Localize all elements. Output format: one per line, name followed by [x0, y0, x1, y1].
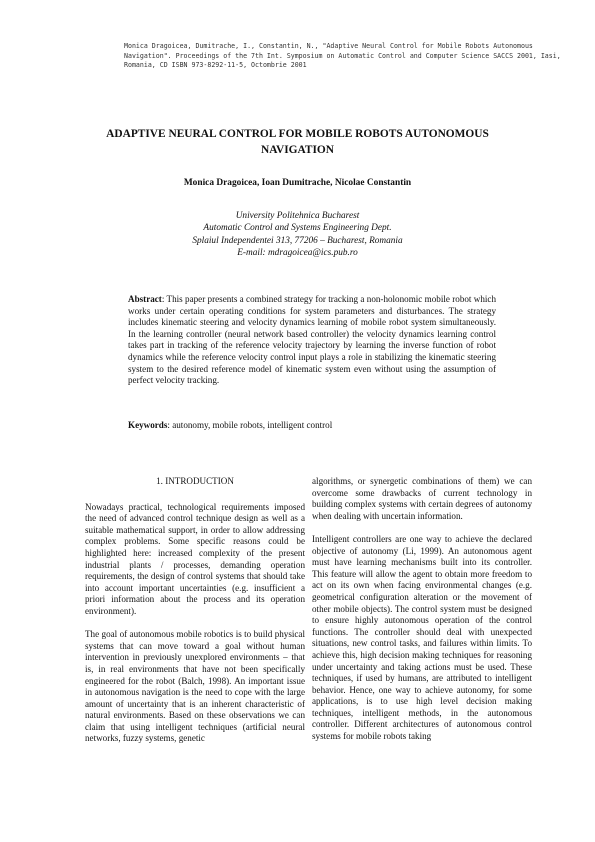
abstract — [128, 294, 496, 387]
abstract-label: Abstract — [128, 294, 162, 304]
paragraph: algorithms, or synergetic combinations of them) we can overcome some drawbacks of current technology in building complex systems with certain degrees of autonomy when dealing with uncertain information. — [312, 476, 532, 521]
affiliation-address: Splaiul Independentei 313, 77206 – Bucharest, Romania — [192, 235, 403, 246]
affiliation-university: University Politehnica Bucharest — [235, 211, 360, 221]
citation-header: Monica Dragoicea, Dumitrache, I., Constantin, N., "Adaptive Neural Control for Mobile Robots Autonomous Navigation". Proceedings of the 7th Int. Symposium on Automatic Control and Computer Science SACCS 2001, Iasi, Romania, CD ISBN 973-8292-11-5, Octombrie 2001 — [124, 42, 561, 70]
keywords — [128, 420, 496, 432]
affiliation-department: Automatic Control and Systems Engineering Dept. — [203, 223, 392, 234]
paper-title: ADAPTIVE NEURAL CONTROL FOR MOBILE ROBOTS AUTONOMOUS NAVIGATION — [106, 128, 489, 156]
affiliation-block — [95, 210, 500, 260]
affiliation-email: E-mail: mdragoicea@ics.pub.ro — [237, 248, 358, 259]
paragraph: Nowadays practical, technological requirements imposed the need of advanced control technique design as well as a suitable mathematical support, in order to allow addressing complex problems. Some specific reasons could be highlighted here: increased complexity of the present industrial plants / processes, demanding operation requirements, the design of control systems that should take into account important uncertainties (e.g. insufficient a priori information about the process and its operation environment). — [85, 501, 305, 616]
section-heading: 1. INTRODUCTION — [156, 476, 234, 486]
paragraph: Intelligent controllers are one way to achieve the declared objective of autonomy (Li, 1999). An autonomous agent must have learning mechanisms built into its controller. This feature will allow the agent to obtain more freedom to act on its own when facing environmental changes (e.g. geometrical configuration alteration or the movement of other mobile objects). The control system must be designed to ensure highly autonomous operation of the control functions. The controller should deal with unexpected situations, new control tasks, and failures within limits. To achieve this, high decision making techniques for reasoning under uncertainty and taking actions must be used. These techniques, if used by humans, are attributed to intelligent behavior. Hence, one way to achieve autonomy, for some applications, is to use high level decision making techniques, intelligent methods, in the autonomous controller. Different architectures of autonomous control systems for mobile robots taking — [312, 533, 532, 742]
keywords-text: : autonomy, mobile robots, intelligent control — [167, 420, 333, 430]
author-list: Monica Dragoicea, Ioan Dumitrache, Nicolae Constantin — [183, 178, 412, 188]
abstract-text: : This paper presents a combined strategy for tracking a non-holonomic mobile robot which works under certain operating conditions for system parameters and disturbances. The strategy includes kinematic steering and velocity dynamics learning of mobile robot system simultaneously. In the learning controller (neural network based controller) the velocity dynamics learning control takes part in tracking of the reference velocity trajectory by learning the inverse function of robot dynamics while the reference velocity control input plays a role in stabilizing the kinematic steering system to the desired reference model of kinematic system even without using the assumption of perfect velocity tracking. — [128, 294, 496, 386]
keywords-label: Keywords — [128, 420, 168, 430]
paragraph: The goal of autonomous mobile robotics is to build physical systems that can move toward a goal without human intervention in previously unexplored environments – that is, in real environments that have not been specifically engineered for the robot (Balch, 1998). An important issue in autonomous navigation is the need to cope with the large amount of uncertainty that is an inherent characteristic of natural environments. Based on these observations we can claim that using intelligent techniques (artificial neural networks, fuzzy systems, genetic — [85, 629, 305, 744]
left-column — [85, 476, 305, 757]
right-column — [312, 476, 532, 754]
